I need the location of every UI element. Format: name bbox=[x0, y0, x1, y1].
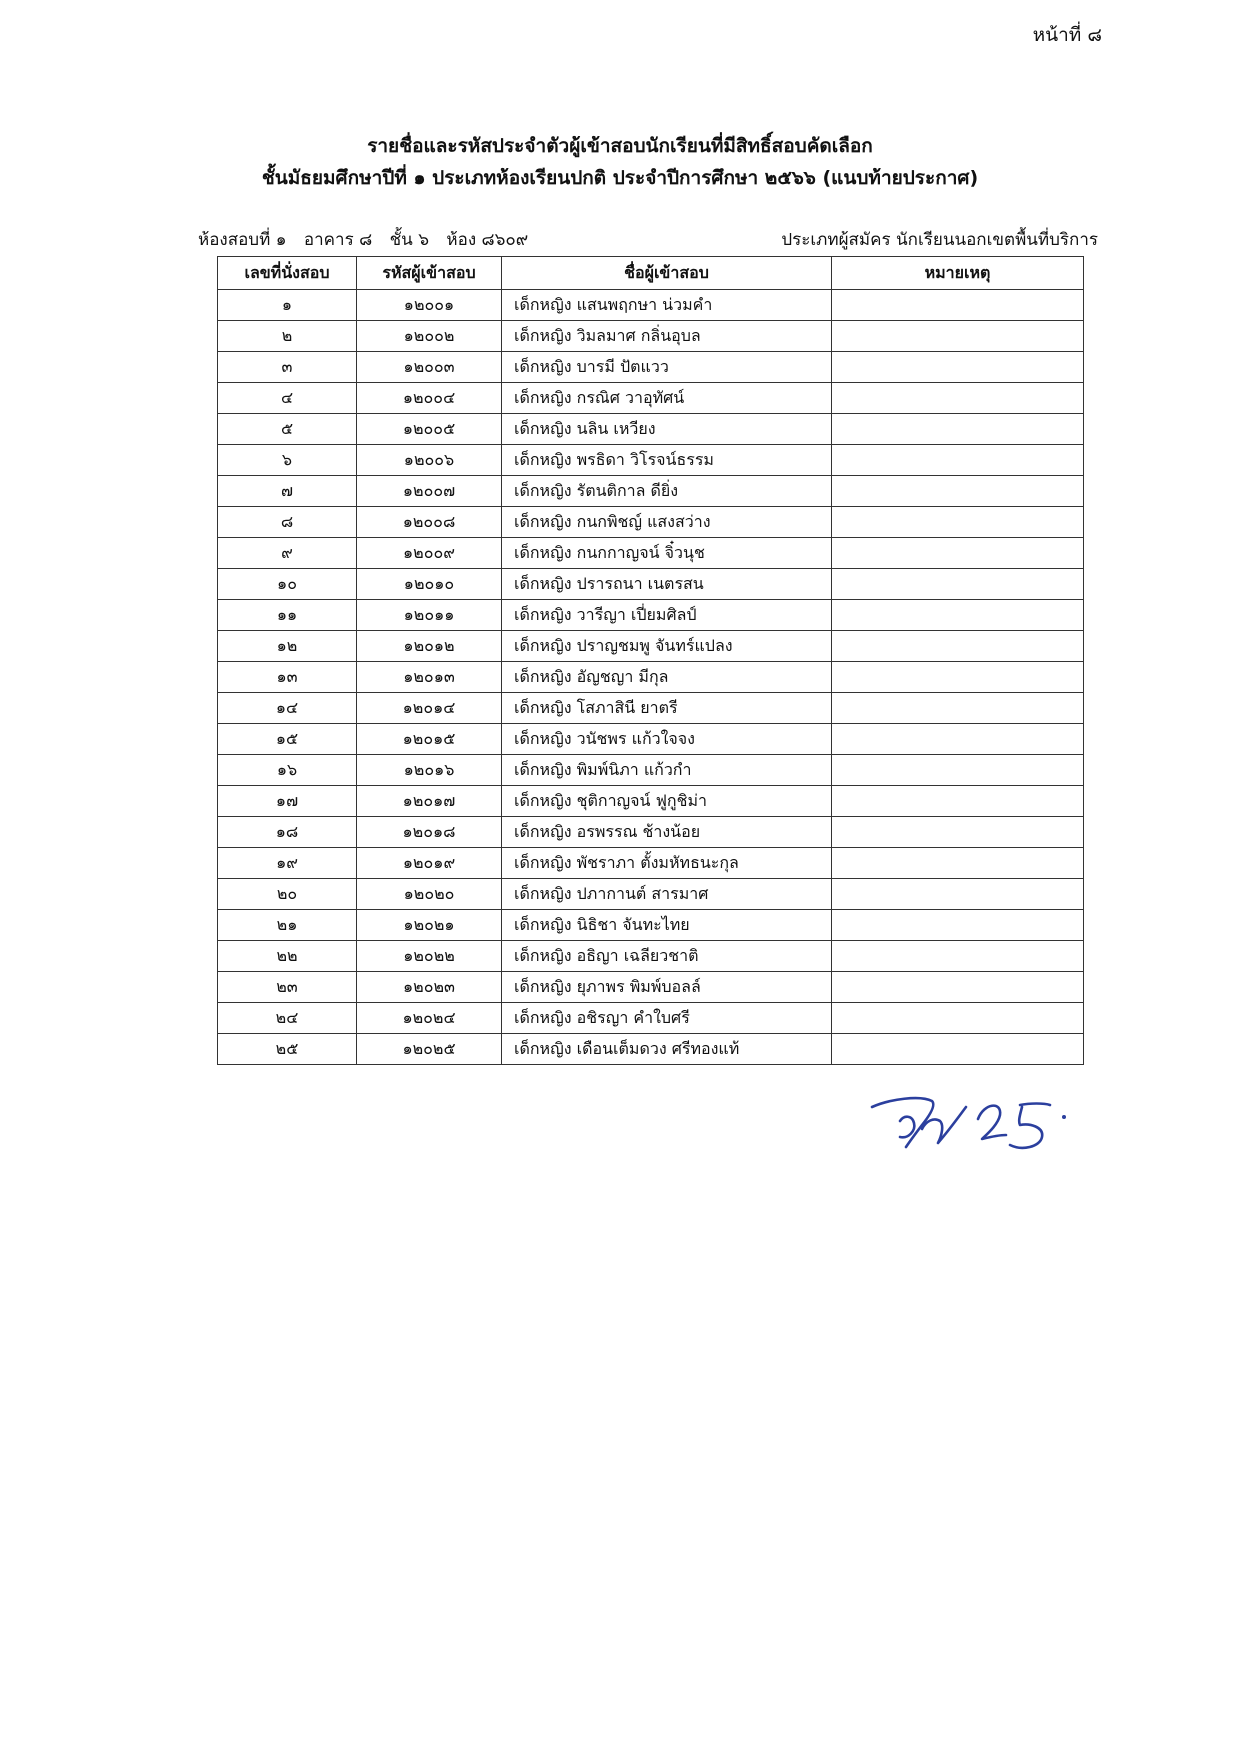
candidate-code-cell: ๑๒๐๐๙ bbox=[357, 538, 502, 569]
seat-number-cell: ๒๐ bbox=[218, 879, 357, 910]
remarks-cell bbox=[832, 290, 1084, 321]
seat-number-cell: ๒ bbox=[218, 321, 357, 352]
seat-number-cell: ๘ bbox=[218, 507, 357, 538]
table-row bbox=[218, 631, 1084, 662]
remarks-cell bbox=[832, 600, 1084, 631]
candidate-code-cell: ๑๒๐๒๕ bbox=[357, 1034, 502, 1065]
candidate-name-cell: เด็กหญิง อรพรรณ ช้างน้อย bbox=[502, 817, 832, 848]
candidate-name-cell: เด็กหญิง อัญชญา มีกุล bbox=[502, 662, 832, 693]
candidate-code-cell: ๑๒๐๐๖ bbox=[357, 445, 502, 476]
candidate-code-cell: ๑๒๐๒๓ bbox=[357, 972, 502, 1003]
candidate-code-cell: ๑๒๐๐๘ bbox=[357, 507, 502, 538]
remarks-cell bbox=[832, 693, 1084, 724]
candidate-code-cell: ๑๒๐๑๘ bbox=[357, 817, 502, 848]
seat-number-cell: ๓ bbox=[218, 352, 357, 383]
seat-number-cell: ๑ bbox=[218, 290, 357, 321]
candidate-code-cell: ๑๒๐๑๗ bbox=[357, 786, 502, 817]
remarks-cell bbox=[832, 445, 1084, 476]
candidate-code-cell: ๑๒๐๑๑ bbox=[357, 600, 502, 631]
exam-room-label: ห้องสอบที่ ๑ bbox=[198, 230, 287, 250]
table-row bbox=[218, 290, 1084, 321]
remarks-cell bbox=[832, 972, 1084, 1003]
seat-number-cell: ๒๓ bbox=[218, 972, 357, 1003]
handwritten-signature bbox=[860, 1085, 1070, 1165]
candidate-code-cell: ๑๒๐๑๐ bbox=[357, 569, 502, 600]
remarks-cell bbox=[832, 538, 1084, 569]
table-row bbox=[218, 569, 1084, 600]
seat-number-cell: ๑๔ bbox=[218, 693, 357, 724]
candidate-name-cell: เด็กหญิง บารมี ปัตแวว bbox=[502, 352, 832, 383]
candidate-name-cell: เด็กหญิง ยุภาพร พิมพ์บอลล์ bbox=[502, 972, 832, 1003]
table-row bbox=[218, 538, 1084, 569]
table-row bbox=[218, 972, 1084, 1003]
candidate-name-cell: เด็กหญิง กนกกาญจน์ จิ๋วนุช bbox=[502, 538, 832, 569]
document-subtitle: ชั้นมัธยมศึกษาปีที่ ๑ ประเภทห้องเรียนปกติ ประจำปีการศึกษา ๒๕๖๖ (แนบท้ายประกาศ) bbox=[261, 167, 979, 189]
seat-number-cell: ๙ bbox=[218, 538, 357, 569]
candidate-code-cell: ๑๒๐๒๐ bbox=[357, 879, 502, 910]
remarks-cell bbox=[832, 786, 1084, 817]
table-row bbox=[218, 693, 1084, 724]
remarks-cell bbox=[832, 910, 1084, 941]
seat-number-cell: ๑๐ bbox=[218, 569, 357, 600]
table-body bbox=[218, 290, 1084, 1065]
candidate-name-cell: เด็กหญิง เดือนเต็มดวง ศรีทองแท้ bbox=[502, 1034, 832, 1065]
candidate-name-cell: เด็กหญิง ปรารถนา เนตรสน bbox=[502, 569, 832, 600]
remarks-cell bbox=[832, 817, 1084, 848]
table-row bbox=[218, 507, 1084, 538]
candidate-code-cell: ๑๒๐๑๒ bbox=[357, 631, 502, 662]
building-label: อาคาร ๘ bbox=[303, 230, 373, 250]
remarks-cell bbox=[832, 352, 1084, 383]
candidate-code-cell: ๑๒๐๑๖ bbox=[357, 755, 502, 786]
remarks-cell bbox=[832, 1034, 1084, 1065]
candidate-name-cell: เด็กหญิง นิธิชา จันทะไทย bbox=[502, 910, 832, 941]
candidate-name-cell: เด็กหญิง วารีญา เปี่ยมศิลป์ bbox=[502, 600, 832, 631]
table-row bbox=[218, 910, 1084, 941]
candidate-name-cell: เด็กหญิง ชุติกาญจน์ ฟูกูชิม่า bbox=[502, 786, 832, 817]
seat-number-cell: ๑๓ bbox=[218, 662, 357, 693]
table-row bbox=[218, 879, 1084, 910]
candidate-code-cell: ๑๒๐๐๓ bbox=[357, 352, 502, 383]
remarks-cell bbox=[832, 662, 1084, 693]
remarks-cell bbox=[832, 383, 1084, 414]
table-row bbox=[218, 352, 1084, 383]
remarks-cell bbox=[832, 848, 1084, 879]
candidate-code-cell: ๑๒๐๐๔ bbox=[357, 383, 502, 414]
remarks-cell bbox=[832, 569, 1084, 600]
candidate-name-cell: เด็กหญิง แสนพฤกษา น่วมคำ bbox=[502, 290, 832, 321]
seat-number-cell: ๑๗ bbox=[218, 786, 357, 817]
seat-number-cell: ๑๒ bbox=[218, 631, 357, 662]
seat-number-cell: ๖ bbox=[218, 445, 357, 476]
candidate-name-cell: เด็กหญิง กนกพิชญ์ แสงสว่าง bbox=[502, 507, 832, 538]
table-header-row bbox=[218, 257, 1084, 290]
candidate-name-cell: เด็กหญิง พรธิดา วิโรจน์ธรรม bbox=[502, 445, 832, 476]
candidate-code-cell: ๑๒๐๑๙ bbox=[357, 848, 502, 879]
header-seat-number: เลขที่นั่งสอบ bbox=[218, 257, 357, 290]
candidate-code-cell: ๑๒๐๑๕ bbox=[357, 724, 502, 755]
candidate-name-cell: เด็กหญิง โสภาสินี ยาตรี bbox=[502, 693, 832, 724]
candidate-name-cell: เด็กหญิง พิมพ์นิภา แก้วกำ bbox=[502, 755, 832, 786]
page-number: หน้าที่ ๘ bbox=[1032, 24, 1102, 46]
candidate-name-cell: เด็กหญิง พัชราภา ตั้งมหัทธนะกุล bbox=[502, 848, 832, 879]
candidate-name-cell: เด็กหญิง รัตนติกาล ดียิ่ง bbox=[502, 476, 832, 507]
table-row bbox=[218, 941, 1084, 972]
seat-number-cell: ๒๕ bbox=[218, 1034, 357, 1065]
candidate-name-cell: เด็กหญิง นลิน เหวียง bbox=[502, 414, 832, 445]
seat-number-cell: ๒๑ bbox=[218, 910, 357, 941]
candidate-name-cell: เด็กหญิง ปราญชมพู จันทร์แปลง bbox=[502, 631, 832, 662]
candidate-name-cell: เด็กหญิง วิมลมาศ กลิ่นอุบล bbox=[502, 321, 832, 352]
remarks-cell bbox=[832, 879, 1084, 910]
seat-number-cell: ๒๔ bbox=[218, 1003, 357, 1034]
table-row bbox=[218, 817, 1084, 848]
seat-number-cell: ๑๕ bbox=[218, 724, 357, 755]
remarks-cell bbox=[832, 476, 1084, 507]
seat-number-cell: ๔ bbox=[218, 383, 357, 414]
seat-number-cell: ๗ bbox=[218, 476, 357, 507]
header-remarks: หมายเหตุ bbox=[832, 257, 1084, 290]
table-row bbox=[218, 600, 1084, 631]
candidate-name-cell: เด็กหญิง กรณิศ วาอุทัศน์ bbox=[502, 383, 832, 414]
candidate-name-cell: เด็กหญิง อธิญา เฉลียวชาติ bbox=[502, 941, 832, 972]
candidate-code-cell: ๑๒๐๐๕ bbox=[357, 414, 502, 445]
candidate-code-cell: ๑๒๐๐๗ bbox=[357, 476, 502, 507]
table-row bbox=[218, 476, 1084, 507]
remarks-cell bbox=[832, 941, 1084, 972]
table-row bbox=[218, 786, 1084, 817]
seat-number-cell: ๒๒ bbox=[218, 941, 357, 972]
remarks-cell bbox=[832, 414, 1084, 445]
table-row bbox=[218, 414, 1084, 445]
header-candidate-name: ชื่อผู้เข้าสอบ bbox=[502, 257, 832, 290]
remarks-cell bbox=[832, 724, 1084, 755]
candidate-code-cell: ๑๒๐๐๒ bbox=[357, 321, 502, 352]
seat-number-cell: ๕ bbox=[218, 414, 357, 445]
table-row bbox=[218, 724, 1084, 755]
room-label: ห้อง ๘๖๐๙ bbox=[446, 230, 529, 250]
candidate-code-cell: ๑๒๐๒๒ bbox=[357, 941, 502, 972]
table-row bbox=[218, 321, 1084, 352]
applicant-type-label: ประเภทผู้สมัคร นักเรียนนอกเขตพื้นที่บริการ bbox=[781, 230, 1098, 250]
table-row bbox=[218, 662, 1084, 693]
table-row bbox=[218, 1034, 1084, 1065]
remarks-cell bbox=[832, 631, 1084, 662]
remarks-cell bbox=[832, 755, 1084, 786]
candidate-code-cell: ๑๒๐๑๓ bbox=[357, 662, 502, 693]
table-row bbox=[218, 755, 1084, 786]
seat-number-cell: ๑๘ bbox=[218, 817, 357, 848]
candidate-code-cell: ๑๒๐๒๔ bbox=[357, 1003, 502, 1034]
room-info bbox=[198, 226, 1098, 252]
table-row bbox=[218, 445, 1084, 476]
remarks-cell bbox=[832, 507, 1084, 538]
floor-label: ชั้น ๖ bbox=[389, 230, 429, 250]
header-candidate-code: รหัสผู้เข้าสอบ bbox=[357, 257, 502, 290]
candidate-table bbox=[217, 256, 1084, 1065]
candidate-code-cell: ๑๒๐๑๔ bbox=[357, 693, 502, 724]
table-row bbox=[218, 1003, 1084, 1034]
remarks-cell bbox=[832, 1003, 1084, 1034]
candidate-code-cell: ๑๒๐๐๑ bbox=[357, 290, 502, 321]
table-row bbox=[218, 383, 1084, 414]
room-location bbox=[198, 226, 540, 253]
seat-number-cell: ๑๙ bbox=[218, 848, 357, 879]
seat-number-cell: ๑๑ bbox=[218, 600, 357, 631]
table-row bbox=[218, 848, 1084, 879]
candidate-name-cell: เด็กหญิง อชิรญา คำใบศรี bbox=[502, 1003, 832, 1034]
candidate-name-cell: เด็กหญิง ปภากานต์ สารมาศ bbox=[502, 879, 832, 910]
seat-number-cell: ๑๖ bbox=[218, 755, 357, 786]
candidate-name-cell: เด็กหญิง วนัชพร แก้วใจจง bbox=[502, 724, 832, 755]
document-title: รายชื่อและรหัสประจำตัวผู้เข้าสอบนักเรียนที่มีสิทธิ์สอบคัดเลือก bbox=[367, 135, 873, 157]
remarks-cell bbox=[832, 321, 1084, 352]
candidate-code-cell: ๑๒๐๒๑ bbox=[357, 910, 502, 941]
